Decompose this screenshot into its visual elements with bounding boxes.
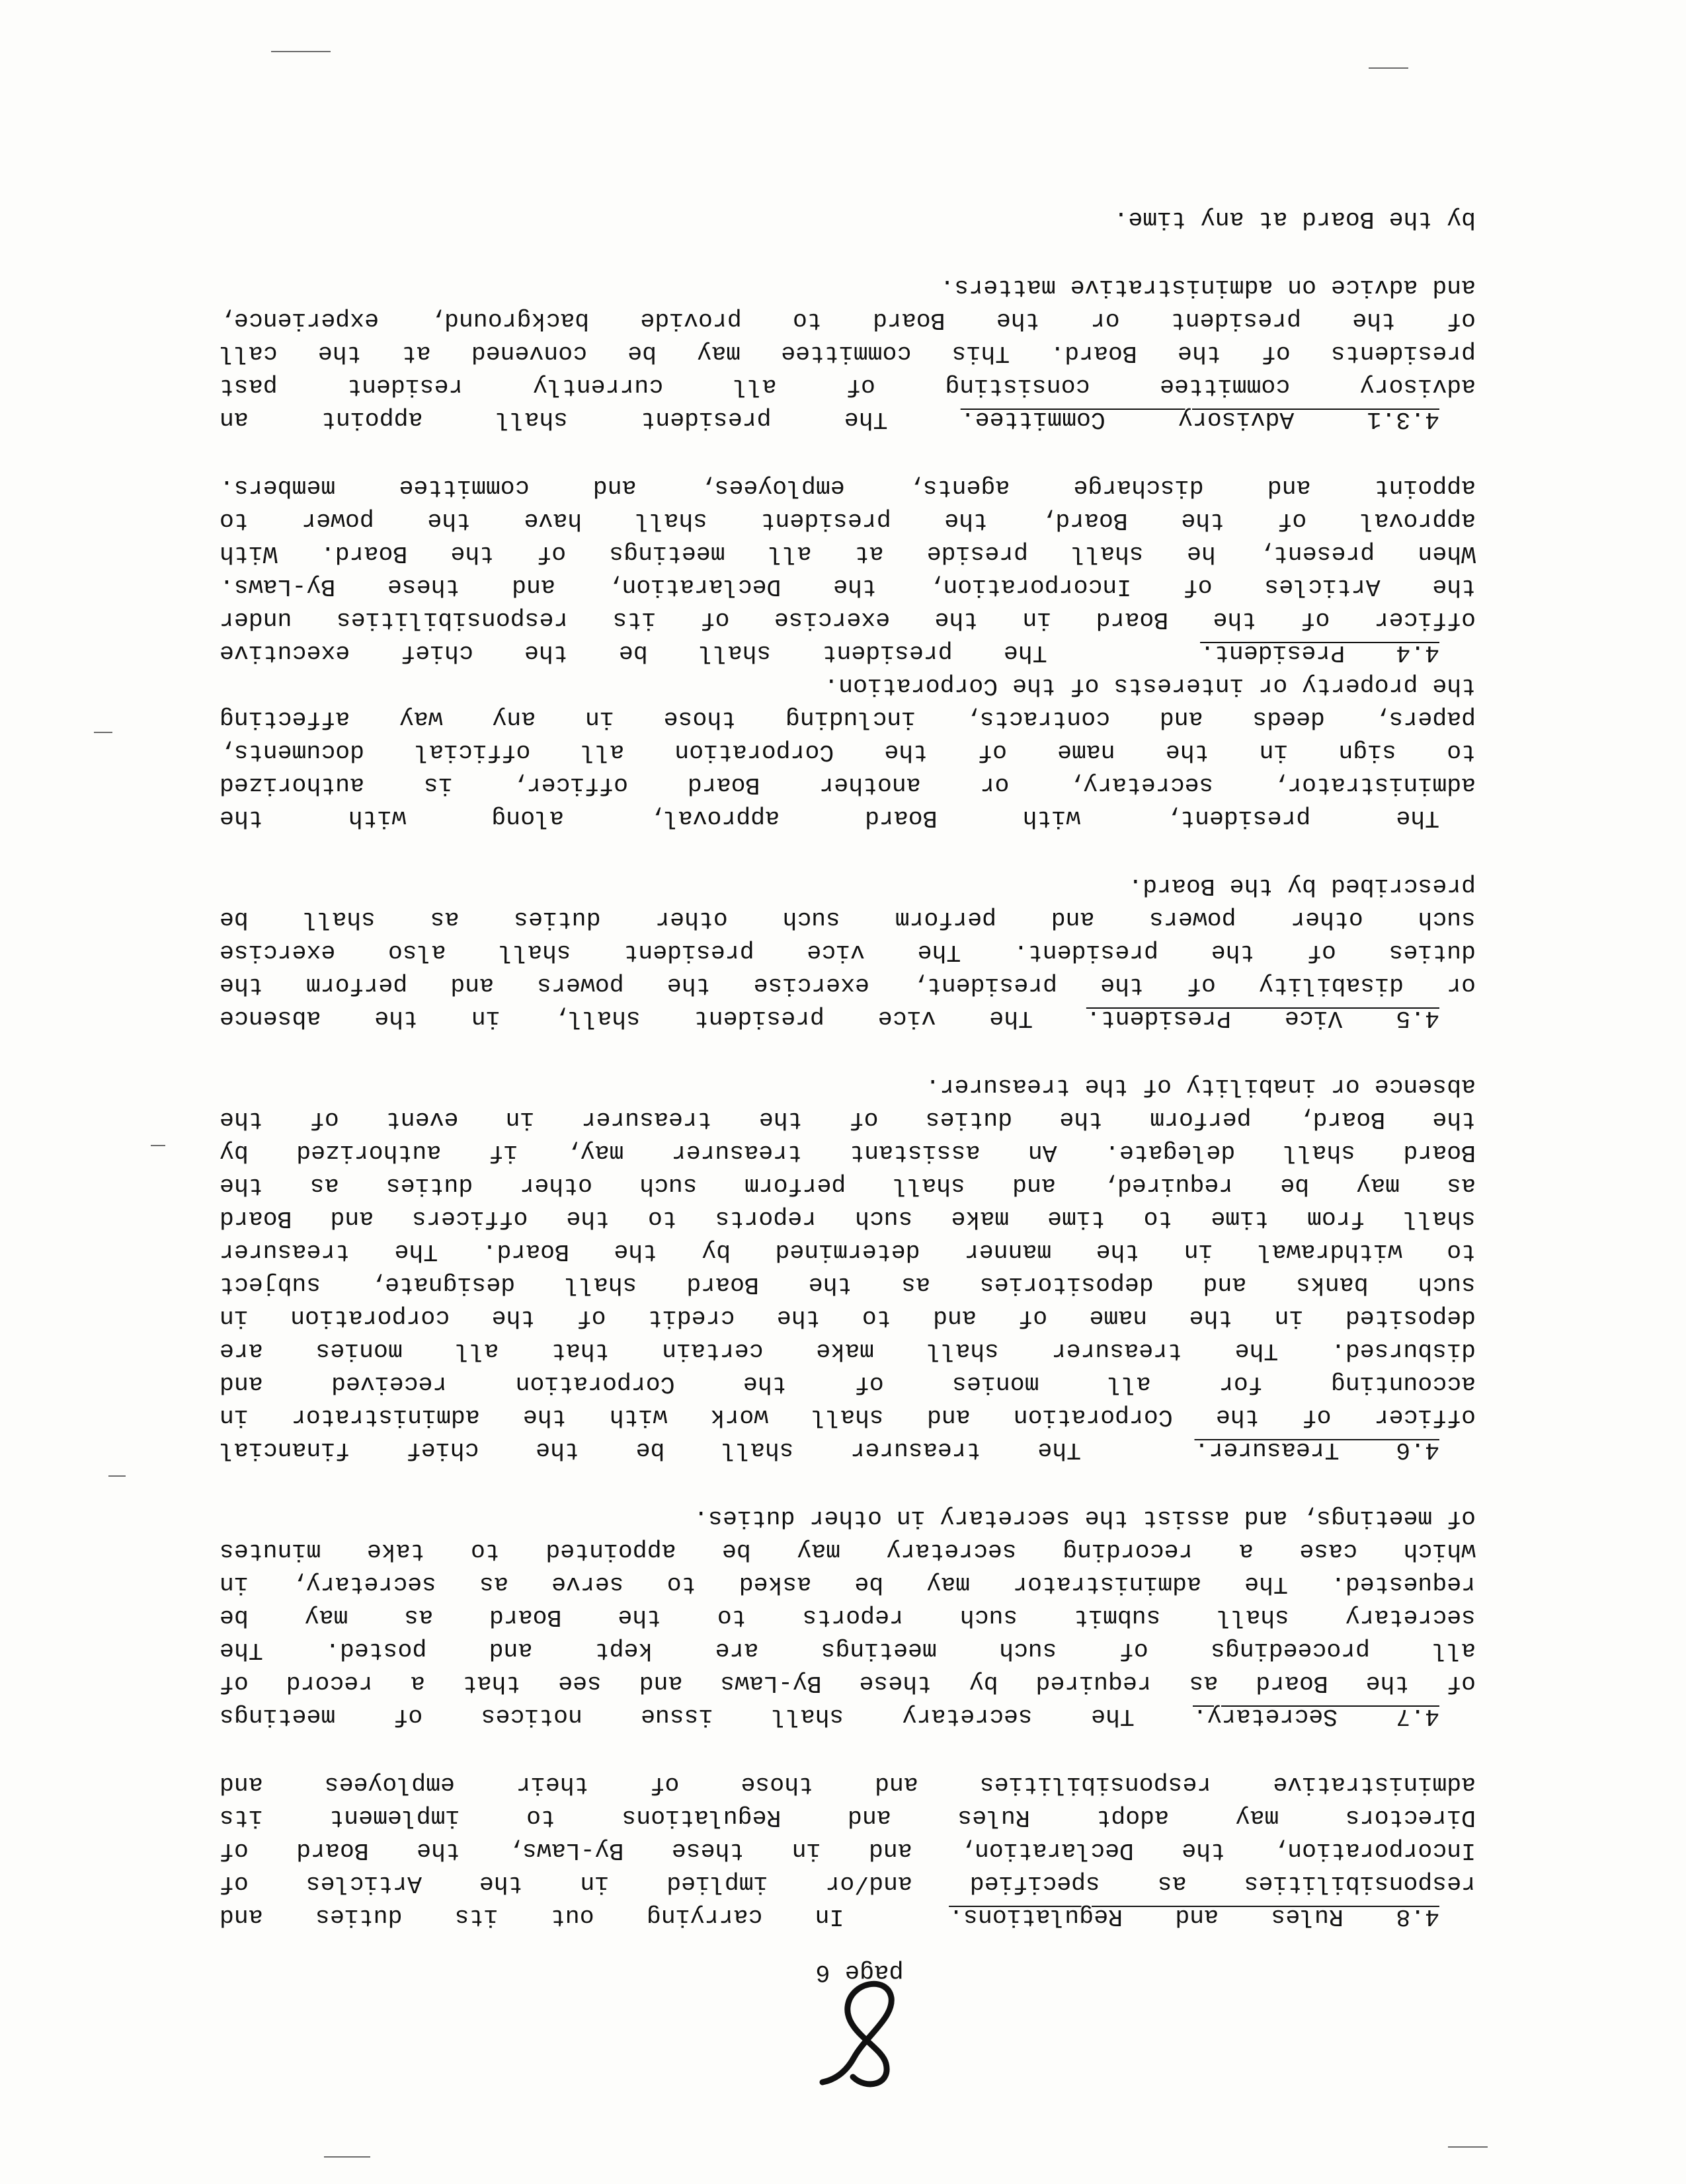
scan-speck [324, 2156, 370, 2158]
text-line: of the president or the Board to provide background, experience, [220, 307, 1476, 334]
paragraph-rules-and-regulations: 4.8 Rules and Regulations. In carrying out its duties and responsibilities as specified and/or implied in the Articles of Incorporation, the Declaration, and in these By-Laws, the Board of Directors may adopt Rules and Regulations to implement its administrative responsibilities and those of their employees and [220, 1768, 1476, 1933]
document-body [220, 167, 1476, 1933]
text-line: to sign in the name of the Corporation all official documents, [220, 738, 1476, 765]
text-line: by the Board at any time. [1113, 206, 1476, 233]
text-line: duties of the president. The vice president shall also exercise [220, 939, 1476, 966]
page-label: page 6 [815, 1958, 904, 1986]
text-line: administrator, secretary, or another Board officer, is authorized [220, 771, 1476, 799]
text-line: accounting for all monies of the Corporation received and [220, 1370, 1476, 1397]
text-line: approval of the Board, the president shall have the power to [220, 507, 1476, 534]
paragraph-president: 4.4 President. The president shall be the chief executive officer of the Board in the exercise of its responsibilities under the Articles of Incorporation, the Declaration, and these By-Laws. When present, he shall preside at all meetings of the Board. With approval of the Board, the president shall have the power to appoint and discharge agents, employees, and committee members. [220, 471, 1476, 669]
text-line: such banks and depositories as the Board shall designate, subject [220, 1271, 1476, 1298]
text-line: the property or interests of the Corporation. [824, 672, 1476, 699]
text-line: administrative responsibilities and those of their employees and [220, 1771, 1476, 1798]
scan-speck [1448, 2146, 1488, 2148]
text-line: all proceedings of such meetings are kept and posted. The [220, 1637, 1476, 1664]
text-line: requested. The administrator may be asked to serve as secretary, in [220, 1571, 1476, 1598]
paragraph-continuation [220, 202, 1476, 235]
section-heading: 4.7 Secretary. [1193, 1703, 1439, 1730]
paragraph-secretary: 4.7 Secretary. The secretary shall issue notices of meetings of the Board as required by these By-Laws and see that a record of all proceedings of such meetings are kept and posted. The secretary shall submit such reports to the Board as may be requested. The administrator may be asked to serve as secretary, in which case a recording secretary may be appointed to take minutes of meetings, and assist the secretary in other duties. [220, 1501, 1476, 1733]
text-line: such other powers and perform such other duties as shall be [220, 906, 1476, 933]
text-line: and advice on administrative matters. [940, 274, 1476, 301]
text-line: absence or inability of the treasurer. [925, 1073, 1476, 1100]
section-heading: 4.5 Vice President. [1086, 1005, 1439, 1032]
scan-speck [94, 732, 112, 733]
text-line: advisory committee consisting of all currently resident past [220, 373, 1476, 400]
text-line: Incorporation, the Declaration, and in these By-Laws, the Board of [220, 1837, 1476, 1864]
text-line: deposited in the name of and to the credit of the corporation in [220, 1304, 1476, 1331]
text-line: prescribed by the Board. [1128, 873, 1476, 900]
text-line: of the Board as required by these By-Laws and see that a record of [220, 1670, 1476, 1697]
section-heading: 4.8 Rules and Regulations. [949, 1903, 1439, 1930]
scan-speck [271, 51, 331, 52]
text-line: secretary shall submit such reports to the Board as may be [220, 1604, 1476, 1631]
section-heading: 4.4 President. [1200, 639, 1439, 666]
text-line: papers, deeds and contracts, including those in any way affecting [220, 705, 1476, 732]
paragraph-vice-president: 4.5 Vice President. The vice president shall, in the absence or disability of the president, exercise the powers and perform the duties of the president. The vice president shall also exercise such other powers and perform such other duties as shall be prescribed by the Board. [220, 869, 1476, 1034]
text-line: which case a recording secretary may be appointed to take minutes [220, 1538, 1476, 1565]
paragraph-treasurer: 4.6 Treasurer. The treasurer shall be the chief financial officer of the Corporation and shall work with the administrator in accounting for all monies of the Corporation received and disbursed. The treasurer shall make certain that all monies are deposited in the name of and to the credit of the corporation in such banks and depositories as the Board shall designate, subject to withdrawal in the manner determined by the Board. The treasurer shall from time to time make such reports to the officers and Board as may be required, and shall perform such other duties as the Board shall delegate. An assistant treasurer may, if authorized by the Board, perform the duties of the treasurer in event of the absence or inability of the treasurer. [220, 1070, 1476, 1466]
text-line: When present, he shall preside at all meetings of the Board. With [220, 540, 1476, 567]
text-line: officer of the Corporation and shall work with the administrator in [220, 1403, 1476, 1430]
text-line: to withdrawal in the manner determined by the Board. The treasurer [220, 1238, 1476, 1265]
text-line: appoint and discharge agents, employees, and committee members. [220, 474, 1476, 501]
scan-speck [1369, 67, 1408, 69]
section-heading: 4.3.1 Advisory Committee. [960, 406, 1439, 433]
text-line: officer of the Board in the exercise of its responsibilities under [220, 606, 1476, 633]
text-line: Directors may adopt Rules and Regulations to implement its [220, 1804, 1476, 1831]
text-line: disbursed. The treasurer shall make certain that all monies are [220, 1337, 1476, 1364]
text-line: Board shall delegate. An assistant treasurer may, if authorized by [220, 1139, 1476, 1166]
scan-speck [108, 1475, 126, 1477]
text-line: or disability of the president, exercise the powers and perform the [220, 972, 1476, 999]
text-line: responsibilities as specified and/or implied in the Articles of [220, 1870, 1476, 1897]
paragraph-advisory-committee: 4.3.1 Advisory Committee. The president shall appoint an advisory committee consisting of all currently resident past presidents of the Board. This committee may be convened at the call of the president or the Board to provide background, experience, and advice on administrative matters. [220, 270, 1476, 436]
text-line: presidents of the Board. This committee may be convened at the call [220, 340, 1476, 367]
scan-speck [151, 1145, 165, 1146]
text-line: The president, with Board approval, along with the [220, 804, 1439, 832]
text-line: the Articles of Incorporation, the Declaration, and these By-Laws. [220, 573, 1476, 600]
text-line: shall from time to time make such reports to the officers and Board [220, 1205, 1476, 1232]
text-line: the Board, perform the duties of the treasurer in event of the [220, 1106, 1476, 1133]
section-heading: 4.6 Treasurer. [1194, 1436, 1439, 1463]
text-line: as may be required, and shall perform such other duties as the [220, 1172, 1476, 1199]
paragraph-president-signing [220, 669, 1476, 834]
text-line: of meetings, and assist the secretary in other duties. [694, 1504, 1476, 1532]
